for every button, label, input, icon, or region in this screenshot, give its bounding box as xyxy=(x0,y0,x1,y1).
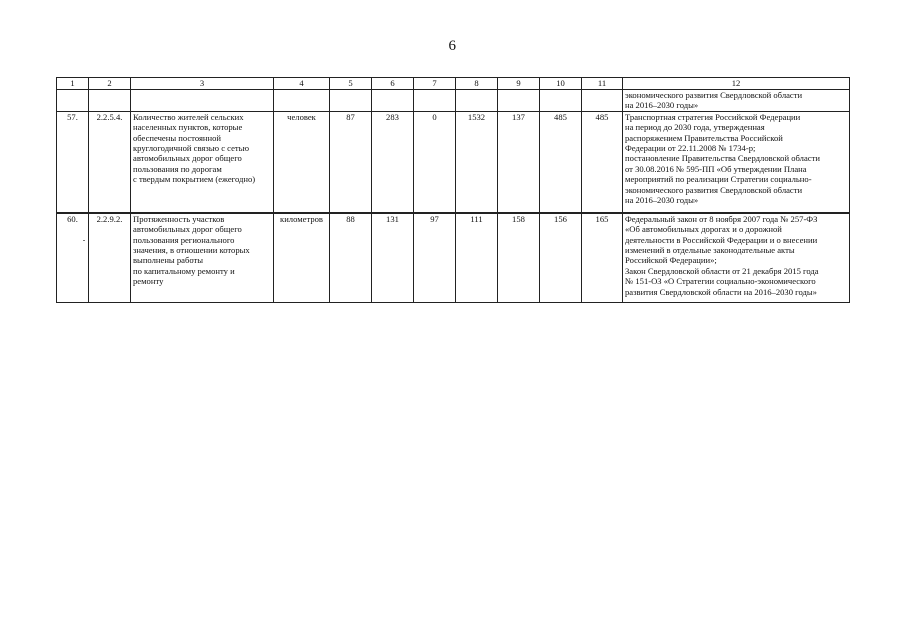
column-number-cell: 11 xyxy=(582,78,623,90)
empty-cell xyxy=(372,90,414,112)
column-number-row xyxy=(57,78,850,90)
text-line: № 151-ОЗ «О Стратегии социально-экономического xyxy=(625,276,816,287)
value-cell: 1532 xyxy=(456,111,498,213)
empty-cell xyxy=(330,90,372,112)
text-line: населенных пунктов, которые xyxy=(133,122,243,133)
text-line: значения, в отношении которых xyxy=(133,245,250,256)
column-number-cell: 8 xyxy=(456,78,498,90)
text-line: изменений в отдельные законодательные акты xyxy=(625,245,795,256)
empty-cell xyxy=(89,90,131,112)
column-number-cell: 5 xyxy=(330,78,372,90)
column-number-cell: 3 xyxy=(131,78,274,90)
text-line: распоряжением Правительства Российской xyxy=(625,132,783,143)
empty-cell xyxy=(274,90,330,112)
text-line: с твердым покрытием (ежегодно) xyxy=(133,174,256,185)
unit-of-measure: человек xyxy=(274,111,330,213)
text-line: Транспортная стратегия Российской Федерации xyxy=(625,111,801,122)
empty-cell xyxy=(582,90,623,112)
value-cell: 158 xyxy=(498,213,540,303)
text-line: развития Свердловской области на 2016–2030 годы» xyxy=(625,286,817,297)
text-line: по капитальному ремонту и xyxy=(133,265,235,276)
table-row xyxy=(57,111,850,213)
empty-cell xyxy=(498,90,540,112)
column-number-cell: 6 xyxy=(372,78,414,90)
text-line: Федерации от 22.11.2008 № 1734-р; xyxy=(625,143,756,154)
value-cell: 88 xyxy=(330,213,372,303)
text-line: деятельности в Российской Федерации и о внесении xyxy=(625,234,818,245)
text-line: Российской Федерации»; xyxy=(625,255,717,266)
indicator-name xyxy=(131,213,274,303)
empty-cell xyxy=(414,90,456,112)
source-documents xyxy=(623,111,850,213)
indicator-code: 2.2.5.4. xyxy=(89,111,131,213)
value-cell: 165 xyxy=(582,213,623,303)
value-cell: 131 xyxy=(372,213,414,303)
text-line: автомобильных дорог общего xyxy=(133,224,242,235)
text-line: от 30.08.2016 № 595-ПП «Об утверждении Плана xyxy=(625,163,807,174)
source-documents xyxy=(623,213,850,303)
column-number-cell: 10 xyxy=(540,78,582,90)
column-number-cell: 9 xyxy=(498,78,540,90)
unit-of-measure: километров xyxy=(274,213,330,303)
text-line: на 2016–2030 годы» xyxy=(625,195,699,206)
value-cell: 137 xyxy=(498,111,540,213)
text-line: Протяженность участков xyxy=(133,213,225,224)
continued-documents-cell xyxy=(623,90,850,112)
empty-cell xyxy=(131,90,274,112)
text-line: «Об автомобильных дорогах и о дорожной xyxy=(625,224,782,235)
row-number: 60. xyxy=(57,213,89,303)
text-line: автомобильных дорог общего xyxy=(133,153,242,164)
indicator-code: 2.2.9.2. xyxy=(89,213,131,303)
empty-cell xyxy=(456,90,498,112)
text-line: мероприятий по реализации Стратегии социально- xyxy=(625,174,812,185)
value-cell: 156 xyxy=(540,213,582,303)
text-line: ремонту xyxy=(133,276,164,287)
indicator-name xyxy=(131,111,274,213)
value-cell: 485 xyxy=(540,111,582,213)
indicator-table xyxy=(56,77,850,303)
page-number: 6 xyxy=(448,38,457,54)
value-cell: 283 xyxy=(372,111,414,213)
text-line: Закон Свердловской области от 21 декабря 2015 года xyxy=(625,265,819,276)
text-line: выполнены работы xyxy=(133,255,204,266)
text-line: экономического развития Свердловской области xyxy=(625,90,803,100)
column-number-cell: 1 xyxy=(57,78,89,90)
text-line: постановление Правительства Свердловской области xyxy=(625,153,820,164)
value-cell: 111 xyxy=(456,213,498,303)
continuation-row xyxy=(57,90,850,112)
empty-cell xyxy=(57,90,89,112)
text-line: экономического развития Свердловской области xyxy=(625,184,803,195)
value-cell: 0 xyxy=(414,111,456,213)
value-cell: 87 xyxy=(330,111,372,213)
text-line: пользования регионального xyxy=(133,234,235,245)
text-line: круглогодичной связью с сетью xyxy=(133,143,250,154)
column-number-cell: 7 xyxy=(414,78,456,90)
text-line: Федеральный закон от 8 ноября 2007 года № 257-ФЗ xyxy=(625,213,818,224)
text-line: на период до 2030 года, утвержденная xyxy=(625,122,765,133)
column-number-cell: 4 xyxy=(274,78,330,90)
text-line: обеспечены постоянной xyxy=(133,132,222,143)
text-line: Количество жителей сельских xyxy=(133,111,244,122)
value-cell: 485 xyxy=(582,111,623,213)
text-line: пользования по дорогам xyxy=(133,163,222,174)
column-number-cell: 12 xyxy=(623,78,850,90)
value-cell: 97 xyxy=(414,213,456,303)
text-line: на 2016–2030 годы» xyxy=(625,100,699,111)
table-row xyxy=(57,213,850,303)
scan-speck xyxy=(83,240,85,241)
empty-cell xyxy=(540,90,582,112)
column-number-cell: 2 xyxy=(89,78,131,90)
row-number: 57. xyxy=(57,111,89,213)
